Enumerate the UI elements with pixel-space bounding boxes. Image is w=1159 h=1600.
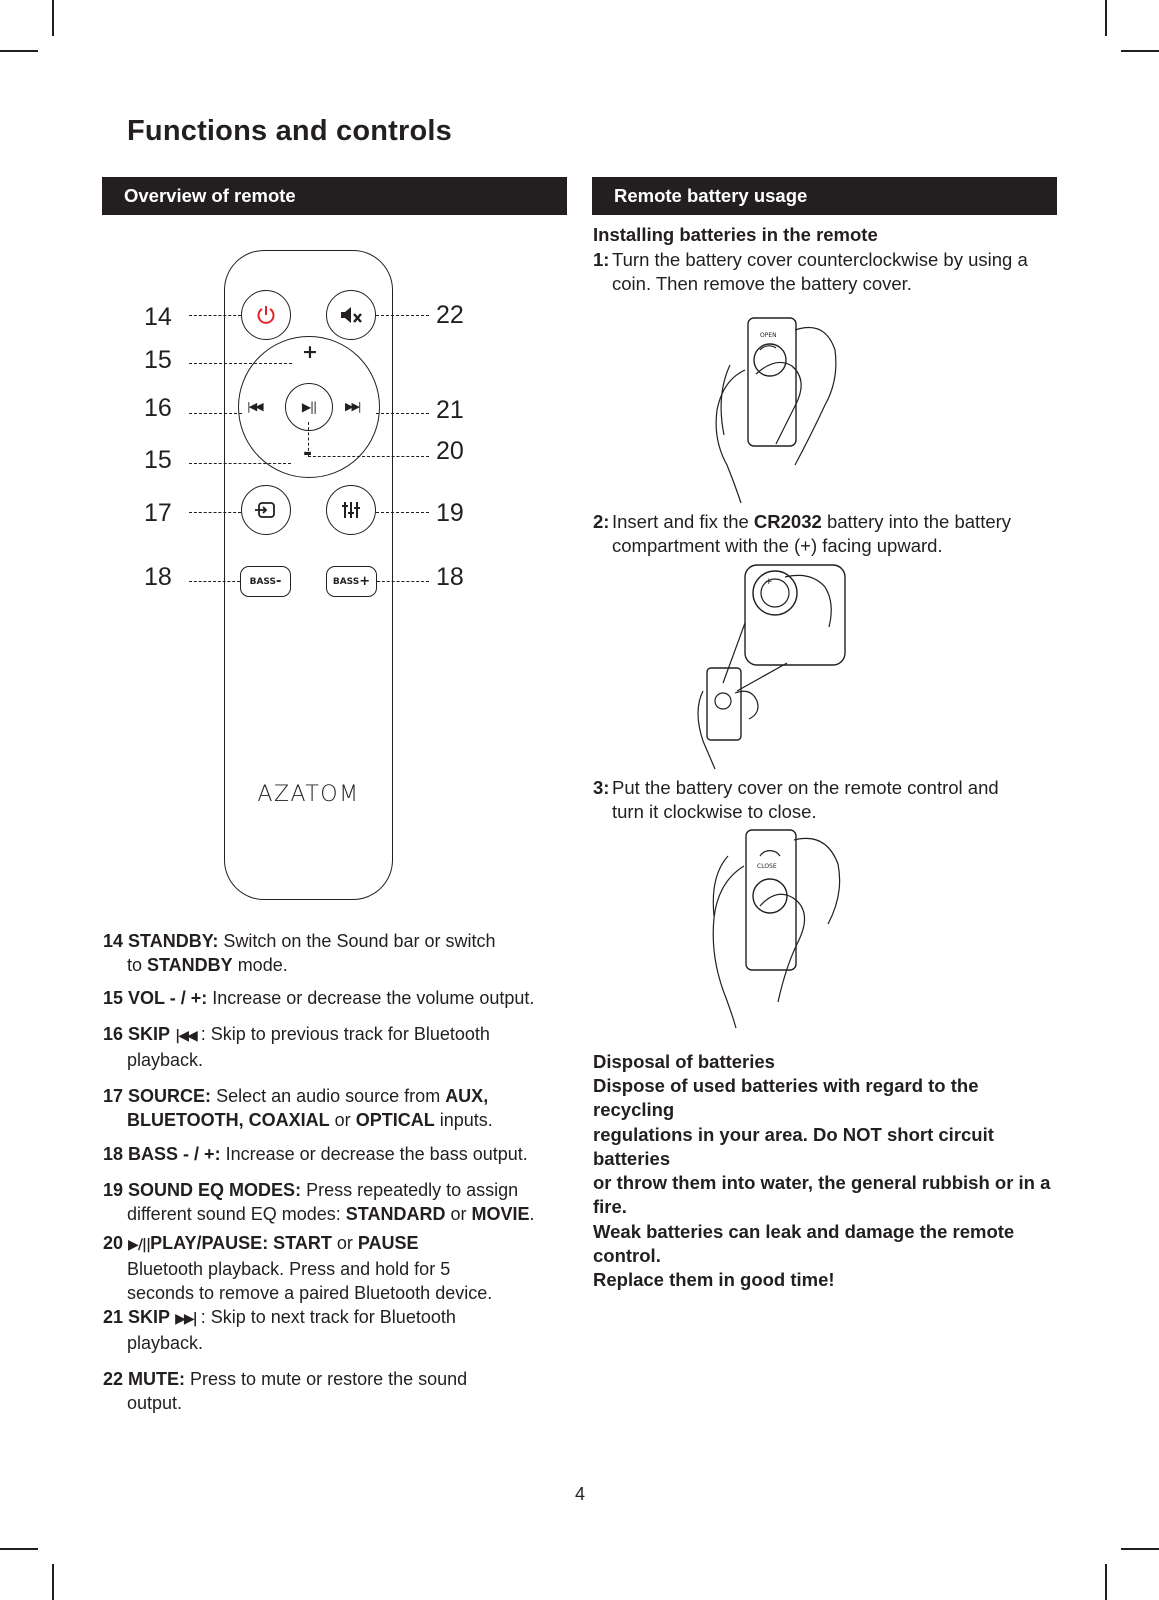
leader-line bbox=[189, 463, 291, 464]
item-key: SKIP bbox=[128, 1024, 171, 1044]
desc-17 bbox=[103, 1084, 573, 1132]
open-label: OPEN bbox=[760, 332, 777, 339]
leader-line bbox=[189, 413, 242, 414]
item-text: or bbox=[331, 1233, 358, 1253]
callout-19: 19 bbox=[436, 499, 464, 527]
disposal-line: Weak batteries can leak and damage the remote control. bbox=[593, 1220, 1015, 1267]
item-text: Increase or decrease the volume output. bbox=[207, 988, 535, 1008]
crop-mark bbox=[1121, 1548, 1159, 1550]
skip-next-icon: ▶▶| bbox=[175, 1311, 196, 1327]
item-text: to bbox=[127, 955, 148, 975]
item-key: MOVIE bbox=[471, 1204, 530, 1224]
item-key: STANDARD bbox=[345, 1204, 446, 1224]
item-key: BLUETOOTH, COAXIAL bbox=[127, 1110, 330, 1130]
leader-line bbox=[308, 456, 429, 457]
section-banner-battery-usage: Remote battery usage bbox=[592, 177, 1057, 215]
item-text: output. bbox=[127, 1393, 183, 1413]
desc-21 bbox=[103, 1305, 573, 1355]
source-input-icon bbox=[254, 500, 278, 520]
disposal-line: regulations in your area. Do NOT short circuit batteries bbox=[593, 1123, 994, 1169]
item-number: 18 bbox=[103, 1144, 124, 1164]
item-number: 20 bbox=[103, 1233, 124, 1253]
source-button[interactable] bbox=[241, 485, 291, 535]
item-number: 15 bbox=[103, 988, 124, 1008]
callout-15-vol-plus: 15 bbox=[144, 346, 172, 374]
skip-next-icon[interactable]: ▶▶| bbox=[345, 400, 360, 413]
item-text: playback. bbox=[127, 1333, 204, 1353]
item-text: : Skip to next track for Bluetooth bbox=[195, 1307, 456, 1327]
step-text: battery into the battery bbox=[821, 511, 1012, 532]
item-key: SKIP bbox=[128, 1307, 171, 1327]
leader-line bbox=[189, 315, 241, 316]
disposal-heading: Disposal of batteries bbox=[593, 1051, 775, 1072]
plus-sign-icon: + bbox=[765, 577, 773, 587]
item-text: inputs. bbox=[434, 1110, 493, 1130]
step-text: Put the battery cover on the remote control and bbox=[612, 777, 999, 798]
callout-14: 14 bbox=[144, 303, 172, 331]
item-number: 22 bbox=[103, 1369, 124, 1389]
play-pause-button[interactable] bbox=[285, 383, 333, 431]
item-number: 19 bbox=[103, 1180, 124, 1200]
mute-icon bbox=[338, 304, 364, 326]
mute-button[interactable] bbox=[326, 290, 376, 340]
installing-heading: Installing batteries in the remote bbox=[593, 224, 878, 245]
item-key: PLAY/PAUSE: START bbox=[150, 1233, 332, 1253]
callout-17: 17 bbox=[144, 499, 172, 527]
minus-icon: - bbox=[275, 574, 282, 589]
item-key: OPTICAL bbox=[355, 1110, 435, 1130]
item-text: or bbox=[445, 1204, 472, 1224]
page-number: 4 bbox=[575, 1484, 586, 1504]
bass-minus-button[interactable] bbox=[240, 566, 291, 597]
crop-mark bbox=[52, 1564, 54, 1600]
crop-mark bbox=[1121, 50, 1159, 52]
item-text: Increase or decrease the bass output. bbox=[220, 1144, 528, 1164]
crop-mark bbox=[0, 1548, 38, 1550]
step-3 bbox=[593, 776, 1063, 824]
item-text: seconds to remove a paired Bluetooth device. bbox=[127, 1283, 493, 1303]
page-title: Functions and controls bbox=[127, 115, 453, 147]
item-key: MUTE: bbox=[128, 1369, 186, 1389]
standby-button[interactable] bbox=[241, 290, 291, 340]
step-number: 3: bbox=[593, 777, 610, 798]
callout-18-bass-plus: 18 bbox=[436, 563, 464, 591]
step-text: compartment with the (+) facing upward. bbox=[612, 535, 943, 556]
callout-20: 20 bbox=[436, 437, 464, 465]
illustration-open-cover bbox=[690, 310, 850, 505]
crop-mark bbox=[52, 0, 54, 36]
item-number: 21 bbox=[103, 1307, 124, 1327]
item-key: BASS - / +: bbox=[128, 1144, 221, 1164]
leader-line bbox=[377, 581, 429, 582]
plus-icon: + bbox=[359, 574, 371, 589]
item-text: different sound EQ modes: bbox=[127, 1204, 346, 1224]
disposal-line: Replace them in good time! bbox=[593, 1269, 835, 1291]
step-text: Turn the battery cover counterclockwise by using a bbox=[612, 249, 1028, 270]
crop-mark bbox=[1105, 0, 1107, 36]
battery-model: CR2032 bbox=[753, 511, 822, 532]
leader-line bbox=[189, 512, 241, 513]
item-key: STANDBY bbox=[147, 955, 233, 975]
brand-logo: AZATOM bbox=[257, 782, 360, 807]
desc-19 bbox=[103, 1178, 573, 1226]
bass-plus-label: BASS bbox=[332, 576, 360, 587]
step-number: 2: bbox=[593, 511, 610, 532]
step-text: Insert and fix the bbox=[612, 511, 754, 532]
section-banner-remote-overview: Overview of remote bbox=[102, 177, 567, 215]
close-label: CLOSE bbox=[757, 863, 777, 870]
callout-16: 16 bbox=[144, 394, 172, 422]
illustration-insert-battery bbox=[695, 563, 855, 773]
item-key: PAUSE bbox=[357, 1233, 419, 1253]
bass-minus-label: BASS bbox=[249, 576, 276, 587]
desc-18 bbox=[103, 1142, 573, 1166]
play-pause-icon: ▶|| bbox=[301, 400, 317, 414]
item-text: mode. bbox=[232, 955, 288, 975]
item-text: : Skip to previous track for Bluetooth bbox=[195, 1024, 490, 1044]
leader-line bbox=[376, 512, 429, 513]
callout-21: 21 bbox=[436, 396, 464, 424]
step-text: turn it clockwise to close. bbox=[612, 801, 817, 822]
remote-diagram bbox=[130, 250, 464, 902]
disposal-text bbox=[593, 1074, 1063, 1293]
leader-line bbox=[376, 315, 429, 316]
item-key: AUX, bbox=[445, 1086, 489, 1106]
play-pause-icon: ▶/|| bbox=[128, 1237, 151, 1253]
item-text: Press repeatedly to assign bbox=[301, 1180, 519, 1200]
sound-eq-button[interactable] bbox=[326, 485, 376, 535]
callout-18-bass-minus: 18 bbox=[144, 563, 172, 591]
leader-line bbox=[189, 581, 240, 582]
disposal-line: Dispose of used batteries with regard to the recycling bbox=[593, 1075, 979, 1121]
leader-line bbox=[376, 413, 429, 414]
skip-previous-icon: |◀◀ bbox=[175, 1028, 196, 1044]
step-text: coin. Then remove the battery cover. bbox=[612, 273, 912, 294]
illustration-close-cover bbox=[690, 826, 855, 1041]
item-text: playback. bbox=[127, 1050, 204, 1070]
item-text: Bluetooth playback. Press and hold for 5 bbox=[127, 1259, 451, 1279]
step-number: 1: bbox=[593, 249, 610, 270]
bass-plus-button[interactable] bbox=[326, 566, 377, 597]
desc-20 bbox=[103, 1231, 573, 1305]
item-text: Switch on the Sound bar or switch bbox=[218, 931, 496, 951]
leader-line bbox=[308, 422, 309, 456]
crop-mark bbox=[1105, 1564, 1107, 1600]
item-text: Select an audio source from bbox=[211, 1086, 446, 1106]
item-text: or bbox=[329, 1110, 356, 1130]
item-number: 17 bbox=[103, 1086, 124, 1106]
crop-mark bbox=[0, 50, 38, 52]
volume-up-icon[interactable]: + bbox=[302, 341, 318, 363]
item-text: Press to mute or restore the sound bbox=[185, 1369, 468, 1389]
equalizer-icon bbox=[340, 500, 362, 520]
item-number: 16 bbox=[103, 1024, 124, 1044]
item-key: SOURCE: bbox=[128, 1086, 212, 1106]
callout-15-vol-minus: 15 bbox=[144, 446, 172, 474]
disposal-line: or throw them into water, the general rubbish or in a fire. bbox=[593, 1172, 1051, 1218]
power-icon bbox=[255, 304, 277, 326]
desc-14 bbox=[103, 929, 573, 977]
callout-22: 22 bbox=[436, 301, 464, 329]
item-key: SOUND EQ MODES: bbox=[128, 1180, 302, 1200]
desc-16 bbox=[103, 1022, 573, 1072]
item-key: STANDBY: bbox=[128, 931, 219, 951]
skip-previous-icon[interactable]: |◀◀ bbox=[247, 400, 262, 413]
step-1 bbox=[593, 248, 1063, 296]
desc-15 bbox=[103, 986, 573, 1010]
desc-22 bbox=[103, 1367, 573, 1415]
leader-line bbox=[189, 363, 292, 364]
item-key: VOL - / +: bbox=[128, 988, 208, 1008]
item-text: . bbox=[529, 1204, 535, 1224]
step-2 bbox=[593, 510, 1063, 558]
item-number: 14 bbox=[103, 931, 124, 951]
volume-down-icon[interactable]: - bbox=[303, 441, 313, 466]
